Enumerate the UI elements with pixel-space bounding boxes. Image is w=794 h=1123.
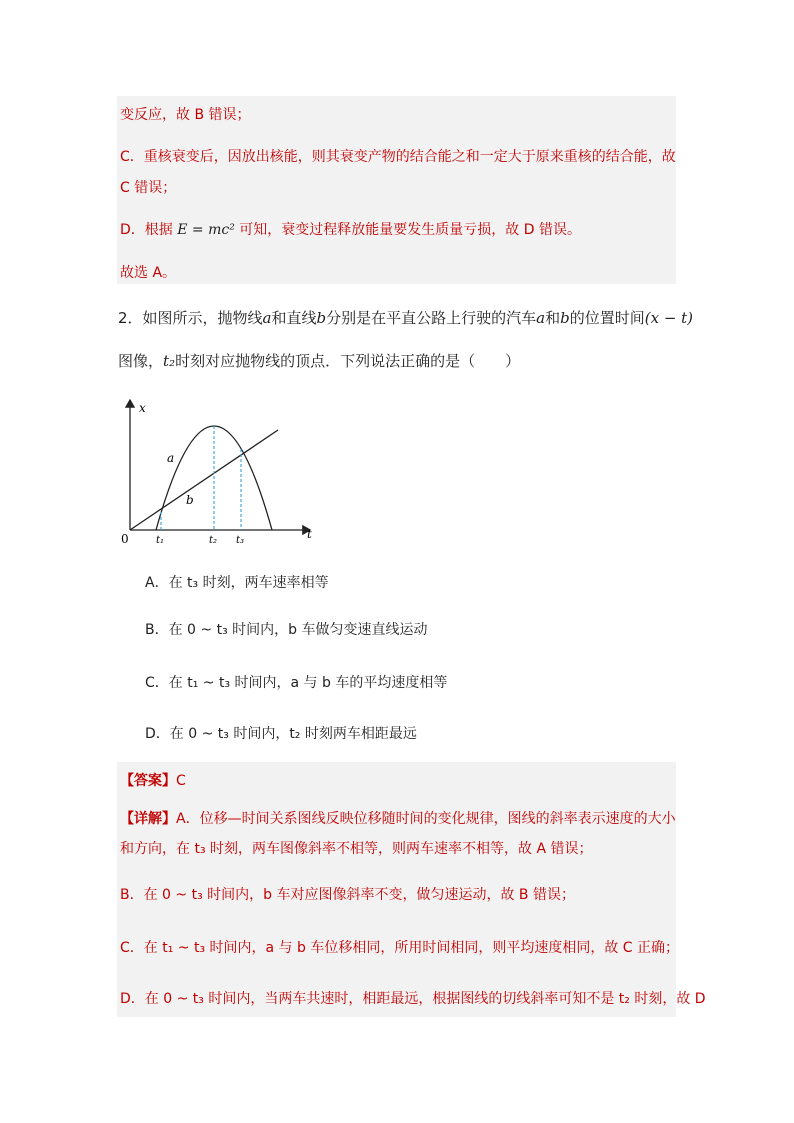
option-a[interactable]: A．在 t₃ 时刻，两车速率相等 xyxy=(145,575,329,591)
answer-line xyxy=(120,770,186,790)
explanation-line-2: 和方向，在 t₃ 时刻，两车图像斜率不相等，则两车速率不相等，故 A 错误； xyxy=(120,841,593,857)
position-time-graph xyxy=(110,392,330,552)
solution-line-2: C．重核衰变后，因放出核能，则其衰变产物的结合能之和一定大于原来重核的结合能，故 xyxy=(120,149,676,165)
question-text-2: 和直线 xyxy=(271,309,317,327)
var-a: a xyxy=(262,309,272,327)
t3-label: t₃ xyxy=(236,535,245,546)
var-b: b xyxy=(316,309,327,327)
question-text-6: 图像， xyxy=(118,352,164,370)
var-t2: t₂ xyxy=(163,352,176,370)
explanation-label: 【详解】 xyxy=(120,811,176,827)
option-d[interactable]: D．在 0 ~ t₃ 时间内，t₂ 时刻两车相距最远 xyxy=(145,726,417,742)
solution-box-previous xyxy=(117,96,676,284)
answer-value: C xyxy=(176,773,186,789)
t-axis-label: t xyxy=(307,527,312,541)
solution-line-4 xyxy=(120,219,581,239)
question-text-7: 时刻对应抛物线的顶点．下列说法正确的是（ ） xyxy=(175,352,521,370)
energy-formula: E = mc² xyxy=(177,222,235,238)
question-text-3: 分别是在平直公路上行驶的汽车 xyxy=(326,309,537,327)
solution-conclusion: 故选 A。 xyxy=(120,265,177,281)
question-text-1: 2．如图所示，抛物线 xyxy=(118,309,263,327)
var-a-2: a xyxy=(536,309,546,327)
solution-line-4-suffix: 可知，衰变过程释放能量要发生质量亏损，故 D 错误。 xyxy=(239,222,581,238)
explanation-line-3: B．在 0 ~ t₃ 时间内，b 车对应图像斜率不变，做匀速运动，故 B 错误； xyxy=(120,887,575,903)
t1-label: t₁ xyxy=(156,535,165,546)
option-c[interactable]: C．在 t₁ ~ t₃ 时间内，a 与 b 车的平均速度相等 xyxy=(145,675,448,691)
curve-a-label: a xyxy=(167,451,175,465)
solution-line-4-prefix: D．根据 xyxy=(120,222,173,238)
x-axis-label: x xyxy=(139,401,146,415)
solution-line-1: 变反应，故 B 错误； xyxy=(120,107,251,123)
t2-label: t₂ xyxy=(209,535,218,546)
answer-label: 【答案】 xyxy=(120,773,176,789)
option-b[interactable]: B．在 0 ~ t₃ 时间内，b 车做匀变速直线运动 xyxy=(145,622,428,638)
question-line-1 xyxy=(118,307,693,328)
question-text-4: 和 xyxy=(545,309,561,327)
explanation-line-5: D．在 0 ~ t₃ 时间内，当两车共速时，相距最远，根据图线的切线斜率可知不是 t₂ 时刻，故 D xyxy=(120,991,706,1007)
explanation-text-1: A．位移—时间关系图线反映位移随时间的变化规律，图线的斜率表示速度的大小 xyxy=(176,811,676,827)
xt-notation: (x − t) xyxy=(644,309,694,327)
question-line-2 xyxy=(118,350,520,371)
origin-label: 0 xyxy=(121,532,129,546)
line-b-label: b xyxy=(186,493,194,507)
explanation-line-4: C．在 t₁ ~ t₃ 时间内，a 与 b 车位移相同，所用时间相同，则平均速度相同，故 C 正确； xyxy=(120,940,679,956)
explanation-line-1 xyxy=(120,808,676,828)
solution-line-3: C 错误； xyxy=(120,180,177,196)
question-text-5: 的位置时间 xyxy=(569,309,645,327)
var-b-2: b xyxy=(560,309,570,327)
